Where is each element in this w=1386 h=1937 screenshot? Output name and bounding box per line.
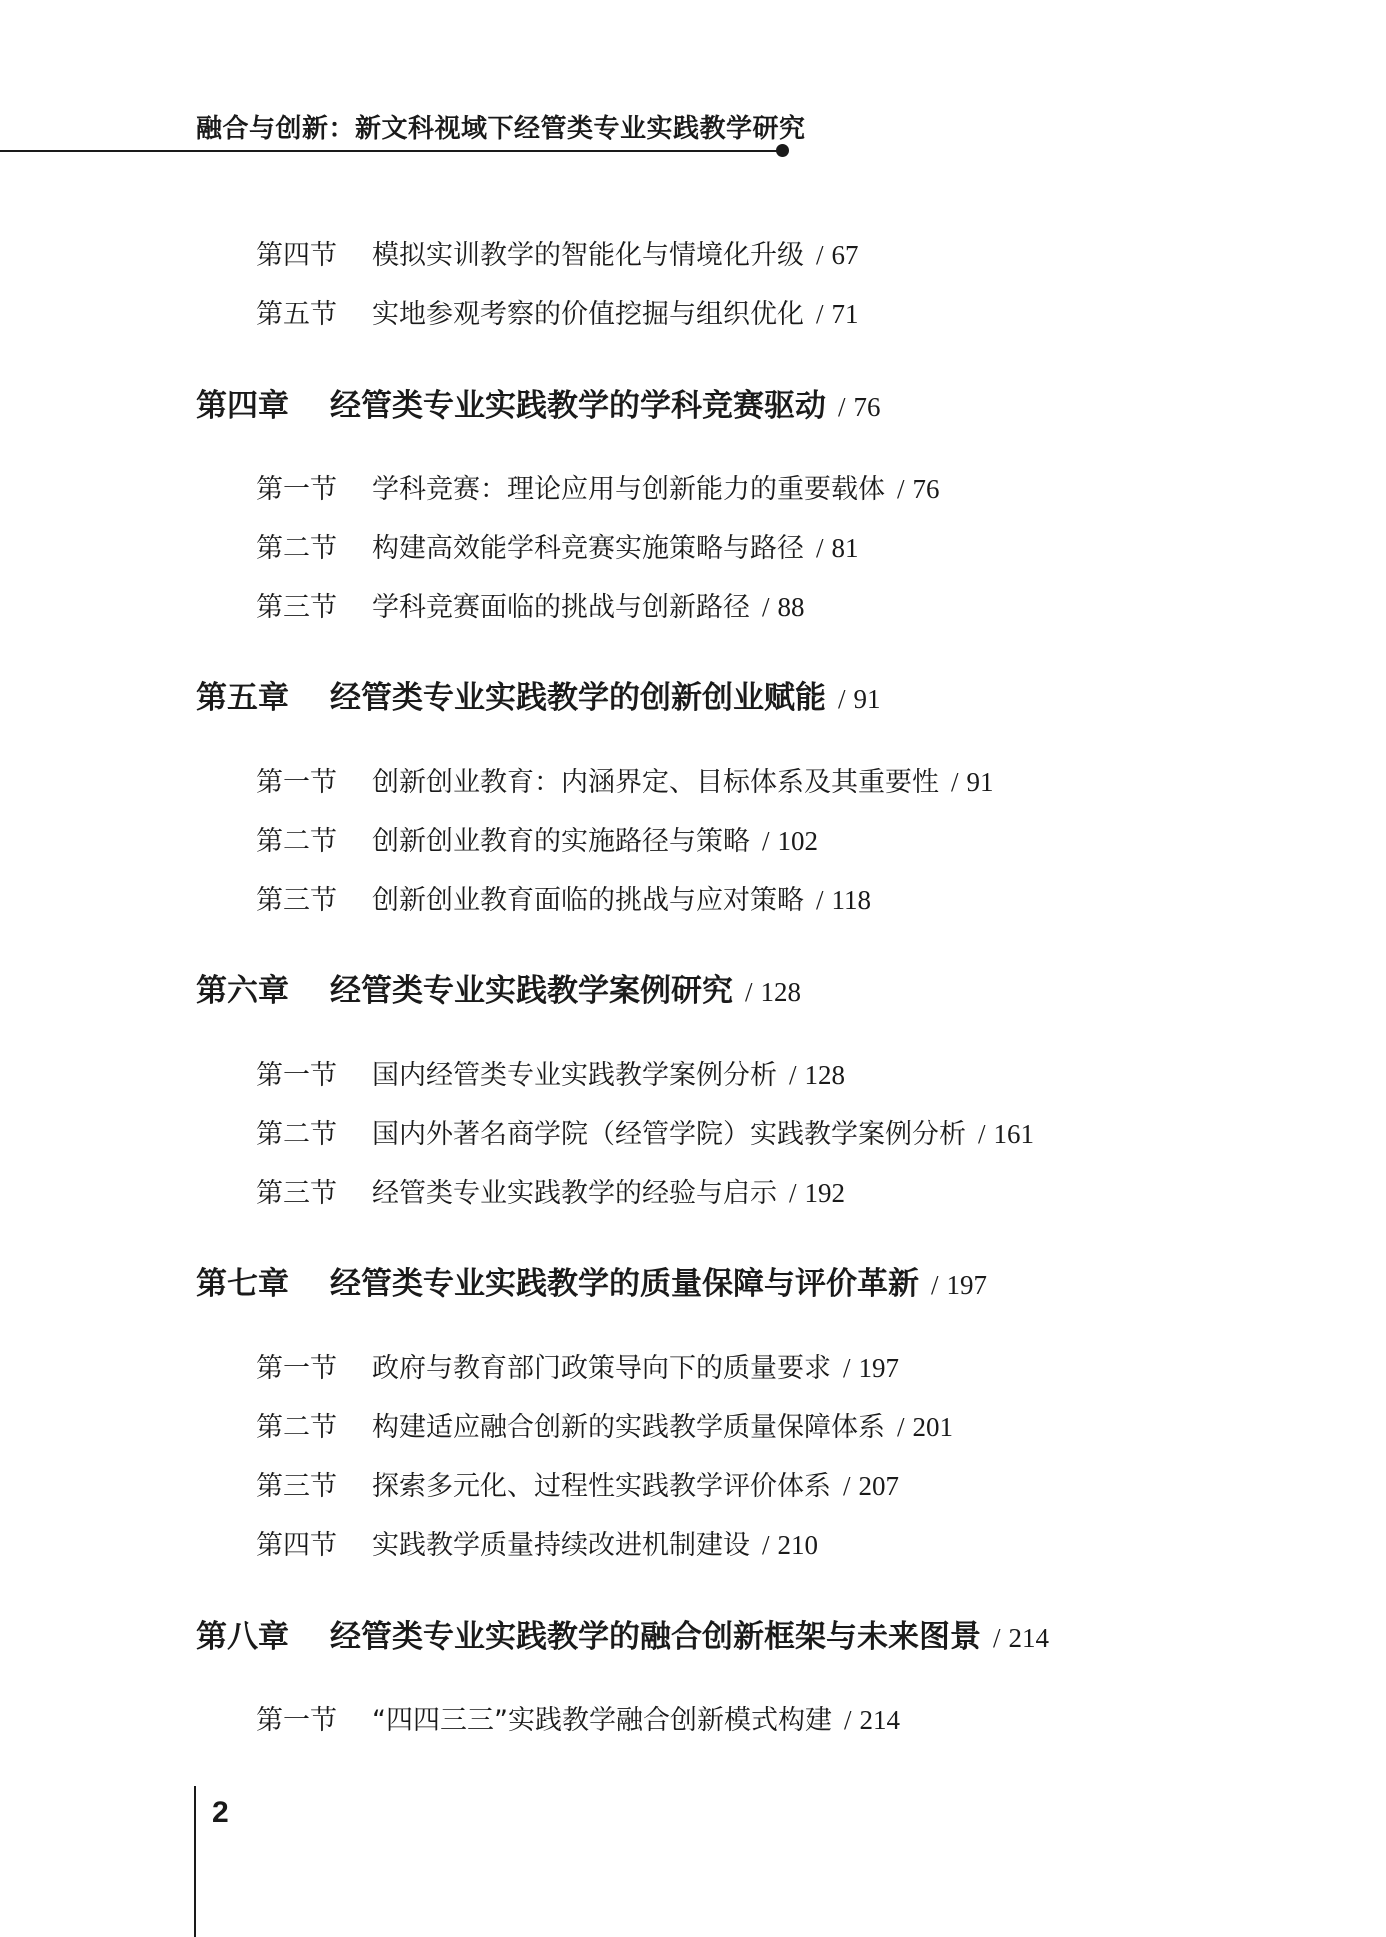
section-number: 第四节 bbox=[256, 1530, 337, 1561]
page-ref: 214 bbox=[859, 1705, 900, 1735]
page-separator: / bbox=[816, 240, 824, 270]
page-separator: / bbox=[816, 533, 824, 563]
section-number: 第二节 bbox=[256, 1119, 337, 1150]
page-separator: / bbox=[762, 1530, 770, 1560]
page-ref: 71 bbox=[831, 299, 859, 329]
toc-chapter-entry[interactable] bbox=[196, 965, 801, 1010]
page-ref: 128 bbox=[804, 1060, 846, 1090]
page-ref: 197 bbox=[858, 1353, 900, 1383]
running-title: 融合与创新：新文科视域下经管类专业实践教学研究 bbox=[196, 114, 806, 144]
toc-section-entry[interactable] bbox=[256, 526, 859, 565]
page-ref: 192 bbox=[804, 1178, 846, 1208]
section-title: 学科竞赛面临的挑战与创新路径 bbox=[372, 592, 750, 623]
page-ref: 88 bbox=[777, 592, 805, 622]
section-title: 学科竞赛：理论应用与创新能力的重要载体 bbox=[372, 474, 885, 505]
section-number: 第一节 bbox=[256, 1060, 337, 1091]
header-rule bbox=[0, 150, 782, 152]
section-number: 第五节 bbox=[256, 299, 337, 330]
toc-section-entry[interactable] bbox=[256, 233, 859, 272]
chapter-number: 第五章 bbox=[196, 680, 289, 716]
toc-section-entry[interactable] bbox=[256, 1523, 818, 1562]
chapter-title: 经管类专业实践教学案例研究 bbox=[330, 973, 733, 1009]
section-title: 创新创业教育面临的挑战与应对策略 bbox=[372, 885, 804, 916]
toc-chapter-entry[interactable] bbox=[196, 672, 881, 717]
page-separator: / bbox=[789, 1060, 797, 1090]
page-separator: / bbox=[838, 392, 846, 422]
chapter-number: 第八章 bbox=[196, 1619, 289, 1655]
page-separator: / bbox=[843, 1705, 852, 1735]
toc-section-entry[interactable] bbox=[256, 1053, 845, 1092]
chapter-number: 第四章 bbox=[196, 388, 289, 424]
page-ref: 214 bbox=[1008, 1623, 1050, 1653]
chapter-number: 第六章 bbox=[196, 973, 289, 1009]
page-separator: / bbox=[897, 1412, 905, 1442]
section-title: 经管类专业实践教学的经验与启示 bbox=[372, 1178, 777, 1209]
toc-chapter-entry[interactable] bbox=[196, 380, 881, 425]
page-separator: / bbox=[951, 767, 959, 797]
page-separator: / bbox=[816, 885, 824, 915]
section-title: 模拟实训教学的智能化与情境化升级 bbox=[372, 240, 804, 271]
section-number: 第三节 bbox=[256, 885, 337, 916]
toc-section-entry[interactable] bbox=[256, 878, 871, 917]
section-title: 国内经管类专业实践教学案例分析 bbox=[372, 1060, 777, 1091]
page-ref: 118 bbox=[831, 885, 872, 915]
page-separator: / bbox=[789, 1178, 797, 1208]
chapter-number: 第七章 bbox=[196, 1266, 289, 1302]
page-separator: / bbox=[843, 1353, 851, 1383]
toc-section-entry[interactable] bbox=[256, 585, 805, 624]
toc-section-entry[interactable] bbox=[256, 292, 859, 331]
section-number: 第一节 bbox=[256, 474, 337, 505]
page-ref: 128 bbox=[760, 977, 802, 1007]
page-separator: / bbox=[816, 299, 824, 329]
toc-section-entry[interactable] bbox=[256, 1171, 845, 1210]
section-number: 第三节 bbox=[256, 1471, 337, 1502]
page-ref: 67 bbox=[831, 240, 859, 270]
section-title: 政府与教育部门政策导向下的质量要求 bbox=[372, 1353, 831, 1384]
toc-chapter-entry[interactable] bbox=[196, 1611, 1049, 1656]
page-ref: 91 bbox=[853, 684, 881, 714]
section-title: 实践教学质量持续改进机制建设 bbox=[372, 1530, 750, 1561]
section-number: 第一节 bbox=[256, 1705, 337, 1736]
page-ref: 76 bbox=[853, 392, 881, 422]
page-ref: 201 bbox=[912, 1412, 954, 1442]
section-title: 创新创业教育的实施路径与策略 bbox=[372, 826, 750, 857]
page-separator: / bbox=[838, 684, 846, 714]
section-number: 第二节 bbox=[256, 826, 337, 857]
page-ref: 76 bbox=[912, 474, 940, 504]
chapter-title: 经管类专业实践教学的融合创新框架与未来图景 bbox=[330, 1619, 981, 1655]
chapter-title: 经管类专业实践教学的质量保障与评价革新 bbox=[330, 1266, 919, 1302]
toc-section-entry[interactable] bbox=[256, 1698, 900, 1737]
page-separator: / bbox=[978, 1119, 986, 1149]
page-ref: 210 bbox=[777, 1530, 819, 1560]
page-number: 2 bbox=[212, 1796, 229, 1829]
section-title: 构建高效能学科竞赛实施策略与路径 bbox=[372, 533, 804, 564]
toc-section-entry[interactable] bbox=[256, 1346, 899, 1385]
section-title: 探索多元化、过程性实践教学评价体系 bbox=[372, 1471, 831, 1502]
section-number: 第一节 bbox=[256, 767, 337, 798]
section-title: 创新创业教育：内涵界定、目标体系及其重要性 bbox=[372, 767, 939, 798]
page-ref: 161 bbox=[993, 1119, 1035, 1149]
toc-section-entry[interactable] bbox=[256, 819, 818, 858]
section-number: 第三节 bbox=[256, 1178, 337, 1209]
section-title: 构建适应融合创新的实践教学质量保障体系 bbox=[372, 1412, 885, 1443]
header-rule-dot bbox=[776, 144, 789, 157]
page-ref: 197 bbox=[946, 1270, 988, 1300]
section-number: 第二节 bbox=[256, 533, 337, 564]
toc-section-entry[interactable] bbox=[256, 760, 994, 799]
page-ref: 102 bbox=[777, 826, 819, 856]
toc-section-entry[interactable] bbox=[256, 1405, 953, 1444]
page-ref: 91 bbox=[966, 767, 994, 797]
chapter-title: 经管类专业实践教学的创新创业赋能 bbox=[330, 680, 826, 716]
section-number: 第四节 bbox=[256, 240, 337, 271]
page-separator: / bbox=[762, 826, 770, 856]
section-title: “四四三三”实践教学融合创新模式构建 bbox=[372, 1705, 832, 1736]
section-number: 第一节 bbox=[256, 1353, 337, 1384]
page-separator: / bbox=[897, 474, 905, 504]
footer-rule bbox=[194, 1786, 196, 1937]
page-separator: / bbox=[745, 977, 753, 1007]
section-number: 第二节 bbox=[256, 1412, 337, 1443]
section-title: 实地参观考察的价值挖掘与组织优化 bbox=[372, 299, 804, 330]
page-separator: / bbox=[762, 592, 770, 622]
toc-section-entry[interactable] bbox=[256, 1112, 1034, 1151]
page-separator: / bbox=[993, 1623, 1001, 1653]
page-separator: / bbox=[931, 1270, 939, 1300]
toc-chapter-entry[interactable] bbox=[196, 1258, 987, 1303]
chapter-title: 经管类专业实践教学的学科竞赛驱动 bbox=[330, 388, 826, 424]
page-ref: 81 bbox=[831, 533, 859, 563]
section-title: 国内外著名商学院（经管学院）实践教学案例分析 bbox=[372, 1119, 966, 1150]
section-number: 第三节 bbox=[256, 592, 337, 623]
page-ref: 207 bbox=[858, 1471, 900, 1501]
page-separator: / bbox=[843, 1471, 851, 1501]
toc-section-entry[interactable] bbox=[256, 467, 940, 506]
toc-section-entry[interactable] bbox=[256, 1464, 899, 1503]
